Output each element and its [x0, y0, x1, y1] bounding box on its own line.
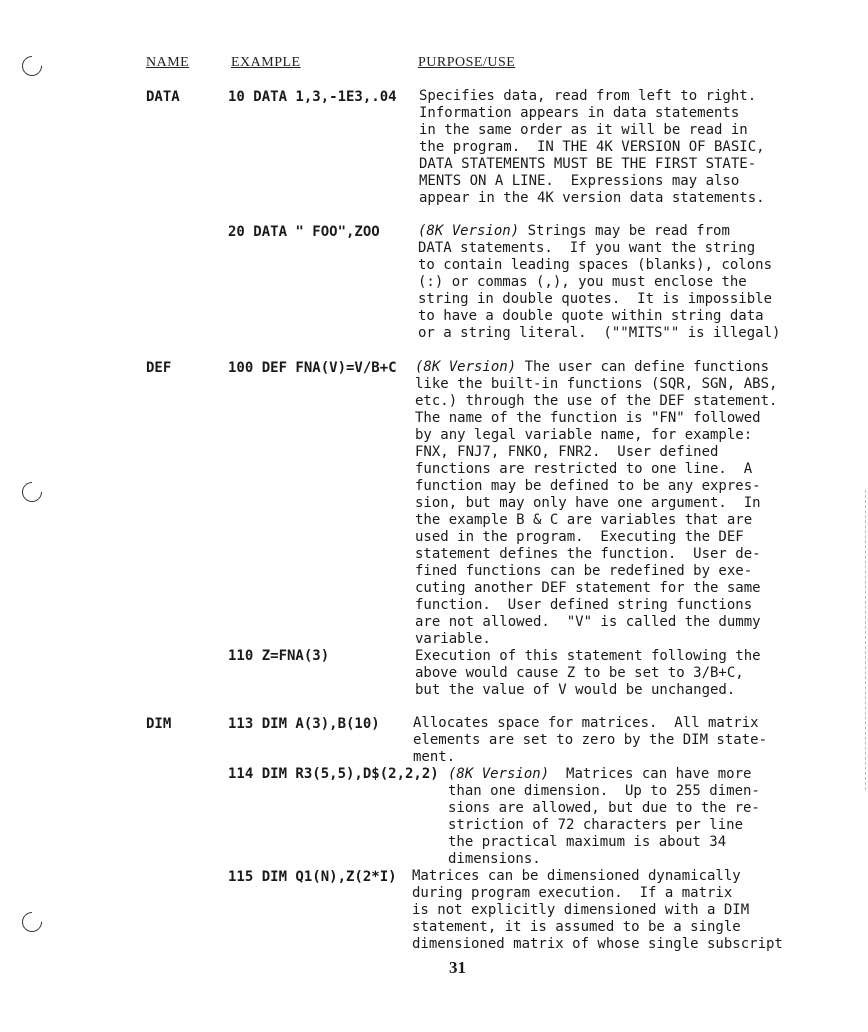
binder-hole-mark	[18, 52, 46, 80]
example-data-1: 10 DATA 1,3,-1E3,.04	[228, 89, 397, 105]
purpose-def-1-text: The user can define functions like the built-in functions (SQR, SGN, ABS, etc.) through the use of the DEF statement. The name of the function is "FN" followed by any legal variable name, for example: FNX, FNJ7, FNKO, FNR2. User defined functions are restricted to one line. A function may be defined to be any expres- sion, but may only have one argument. In the example B & C are variables that are used in the program. Executing the DEF statement defines the function. User de- fined functions can be redefined by exe- cuting another DEF statement for the same function. User defined string functions are not allowed. "V" is called the dummy variable.	[415, 359, 778, 647]
page-number: 31	[449, 958, 466, 977]
binder-hole-mark	[18, 478, 46, 506]
purpose-def-1	[415, 359, 777, 648]
example-dim-2: 114 DIM R3(5,5),D$(2,2,2)	[228, 766, 439, 782]
purpose-dim-1: Allocates space for matrices. All matrix elements are set to zero by the DIM state- ment.	[413, 715, 768, 765]
version-tag: (8K Version)	[418, 223, 520, 239]
version-tag: (8K Version)	[448, 766, 550, 782]
purpose-dim-2	[448, 766, 760, 868]
statement-name-dim: DIM	[146, 716, 172, 732]
column-header-name: NAME	[146, 55, 190, 70]
page-edge-mark	[865, 490, 866, 790]
example-def-1: 100 DEF FNA(V)=V/B+C	[228, 360, 397, 376]
purpose-data-1: Specifies data, read from left to right. Information appears in data statements in the same order as it will be read in the program. IN THE 4K VERSION OF BASIC, DATA STATEMENTS MUST BE THE FIRST STATE- MENTS ON A LINE. Expressions may also appear in the 4K version data statements.	[419, 88, 765, 206]
column-header-purpose: PURPOSE/USE	[418, 55, 516, 70]
example-dim-1: 113 DIM A(3),B(10)	[228, 716, 380, 732]
purpose-data-2	[418, 223, 780, 342]
statement-name-def: DEF	[146, 360, 172, 376]
purpose-dim-3: Matrices can be dimensioned dynamically during program execution. If a matrix is not explicitly dimensioned with a DIM statement, it is assumed to be a single dimensioned matrix of whose single subscript	[412, 868, 783, 952]
version-tag: (8K Version)	[415, 359, 517, 375]
column-header-example: EXAMPLE	[231, 55, 301, 70]
purpose-data-2-text: Strings may be read from DATA statements. If you want the string to contain leading spaces (blanks), colons (:) or commas (,), you must enclose the string in double quotes. It is impossible to have a double quote within string data or a string literal. (""MITS"" is illegal)	[418, 223, 781, 341]
binder-hole-mark	[18, 908, 46, 936]
example-def-2: 110 Z=FNA(3)	[228, 648, 330, 664]
statement-name-data: DATA	[146, 89, 180, 105]
purpose-dim-2-text: Matrices can have more than one dimension. Up to 255 dimen- sions are allowed, but due to the re- striction of 72 characters per line the practical maximum is about 34 dimensions.	[448, 766, 760, 867]
purpose-def-2: Execution of this statement following the above would cause Z to be set to 3/B+C, but the value of V would be unchanged.	[415, 648, 761, 698]
example-dim-3: 115 DIM Q1(N),Z(2*I)	[228, 869, 397, 885]
example-data-2: 20 DATA " FOO",ZOO	[228, 224, 380, 240]
